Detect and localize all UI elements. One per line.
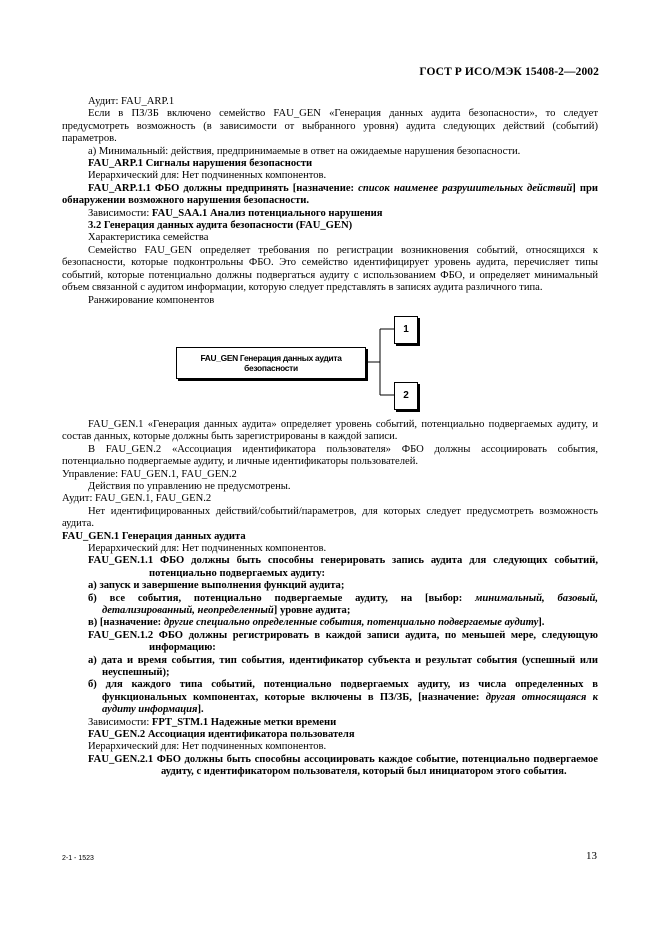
paragraph: Иерархический для: Нет подчиненных компонентов. — [88, 170, 327, 182]
text-run: FAU_SAA.1 Анализ потенциального нарушения — [151, 207, 383, 219]
paragraph: Нет идентифицированных действий/событий/параметров, для которых следует предусмотреть возможность аудита. — [62, 505, 598, 530]
element-text: FAU_GEN.1.1 ФБО должны быть способны генерировать запись аудита для следующих событий, потенциально подвергаемых аудиту: — [88, 555, 598, 579]
text-run: Зависимости: — [88, 207, 152, 219]
text-run: ]. — [538, 617, 545, 629]
component-heading: FAU_GEN.1 Генерация данных аудита — [62, 530, 246, 542]
element-text: FAU_GEN.2.1 ФБО должны быть способны ассоциировать каждое событие, потенциально подвергаемое аудиту, с идентификатором пользователя, который был инициатором этого события. — [88, 753, 598, 778]
page-number: 13 — [586, 850, 597, 862]
list-item — [62, 617, 598, 629]
text-run: Зависимости: — [88, 716, 152, 728]
text-run: FPT_STM.1 Надежные метки времени — [151, 716, 337, 728]
section-heading: 3.2 Генерация данных аудита безопасности (FAU_GEN) — [88, 220, 353, 232]
component-heading: FAU_GEN.2 Ассоциация идентификатора пользователя — [88, 729, 355, 741]
paragraph: Действия по управлению не предусмотрены. — [88, 480, 291, 492]
text-run: минимальный, базовый, детализированный, неопределенный — [102, 592, 598, 616]
element-text: FAU_GEN.1.2 ФБО должны регистрировать в каждой записи аудита, по меньшей мере, следующую информацию: — [88, 629, 598, 654]
text-run: б) для каждого типа событий, потенциально подвергаемых аудиту, из числа определенных в функциональных компонентах, которые включены в ПЗ/ЗБ, [назначение: — [88, 679, 598, 703]
paragraph: Семейство FAU_GEN определяет требования по регистрации возникновения событий, относящихся к безопасности, которые подконтрольны ФБО. Это семейство идентифицирует уровень аудита, перечисляет типы событий, которые потенциально должны подвергаться аудиту с использованием ФБО, и определяет минимальный объем связанной с аудитом информации, которую следует представлять в записях аудита различного типа. — [62, 244, 598, 294]
page-header: ГОСТ Р ИСО/МЭК 15408-2—2002 — [419, 66, 599, 78]
component-levelling-diagram — [62, 309, 598, 413]
component-heading: FAU_ARP.1 Сигналы нарушения безопасности — [88, 158, 313, 170]
print-code: 2-1 - 1523 — [62, 855, 94, 862]
text-run: ]. — [197, 704, 204, 716]
list-item: а) запуск и завершение выполнения функций аудита; — [88, 580, 345, 592]
dependency-line — [62, 208, 598, 220]
paragraph: Аудит: FAU_ARP.1 — [88, 96, 175, 107]
component-box-1: 1 — [394, 316, 418, 344]
paragraph: Ранжирование компонентов — [88, 294, 215, 306]
paragraph: Если в ПЗ/ЗБ включено семейство FAU_GEN «Генерация данных аудита безопасности», то следует предусмотреть возможность (в зависимости от выбранного уровня) аудита следующих действий (событий) параметров. — [62, 108, 598, 145]
paragraph: Иерархический для: Нет подчиненных компонентов. — [88, 741, 327, 753]
text-run: б) все события, потенциально подвергаемые аудиту, на [выбор: — [88, 592, 476, 604]
text-run: другие специально определенные события, потенциально подвергаемые аудиту — [163, 617, 539, 629]
element-text — [62, 183, 598, 208]
list-item — [62, 593, 598, 618]
paragraph: Характеристика семейства — [88, 232, 209, 244]
text-run: в) [назначение: — [88, 617, 164, 629]
dependency-line — [62, 717, 598, 729]
paragraph: FAU_GEN.1 «Генерация данных аудита» определяет уровень событий, потенциально подвергаемых аудиту, и состав данных, которые должны быть зарегистрированы в каждой записи. — [62, 418, 598, 443]
list-item: а) дата и время события, тип события, идентификатор субъекта и результат события (успешный или неуспешный); — [88, 654, 598, 679]
paragraph: Иерархический для: Нет подчиненных компонентов. — [88, 542, 327, 554]
paragraph: Аудит: FAU_GEN.1, FAU_GEN.2 — [62, 493, 212, 505]
paragraph: а) Минимальный: действия, предпринимаемые в ответ на ожидаемые нарушения безопасности. — [88, 145, 521, 157]
paragraph: В FAU_GEN.2 «Ассоциация идентификатора пользователя» ФБО должны ассоциировать события, потенциально подвергаемые аудиту, и личные идентификаторы пользователей. — [62, 443, 598, 468]
component-box-2: 2 — [394, 382, 418, 410]
list-item — [62, 679, 598, 716]
text-run: ] уровне аудита; — [273, 605, 351, 616]
page-content — [62, 96, 598, 779]
paragraph: Управление: FAU_GEN.1, FAU_GEN.2 — [62, 468, 237, 480]
text-run: список наименее разрушительных действий — [358, 182, 573, 194]
text-run: другая относящаяся к аудиту информация — [102, 691, 598, 716]
text-run: ] при обнаружении возможного нарушения безопасности. — [62, 182, 598, 207]
family-box: FAU_GEN Генерация данных аудита безопасности — [176, 347, 366, 379]
text-run: FAU_ARP.1.1 ФБО должны предпринять [назначение: — [88, 182, 359, 194]
